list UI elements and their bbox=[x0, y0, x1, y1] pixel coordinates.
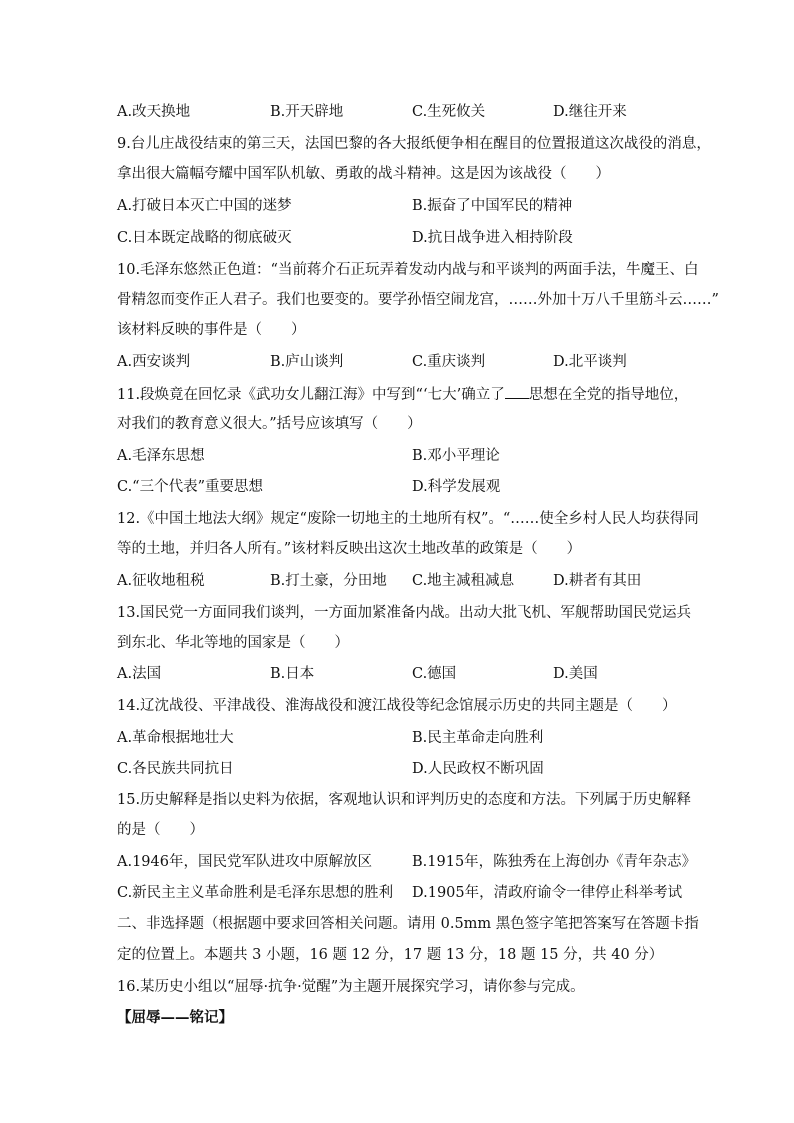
q16-subheading: 【屈辱——铭记】 bbox=[117, 1009, 233, 1026]
q10-stem-line2: 骨精忽而变作正人君子。我们也要变的。要学孙悟空闹龙宫，……外加十万八千里筋斗云……” bbox=[117, 292, 719, 308]
q10-option-c: C.重庆谈判 bbox=[412, 354, 486, 370]
q14-option-a: A.革命根据地壮大 bbox=[117, 730, 234, 746]
q13-option-b: B.日本 bbox=[270, 666, 315, 682]
q15-option-d: D.1905年，清政府谕令一律停止科举考试 bbox=[412, 885, 683, 901]
q13-option-d: D.美国 bbox=[553, 666, 598, 682]
q11-stem-line2: 对我们的教育意义很大。”括号应该填写（ ） bbox=[117, 416, 422, 432]
q14-option-d: D.人民政权不断巩固 bbox=[412, 761, 544, 777]
q13-option-a: A.法国 bbox=[117, 666, 162, 682]
q15-option-b: B.1915年，陈独秀在上海创办《青年杂志》 bbox=[412, 854, 697, 870]
q15-stem-line1: 15.历史解释是指以史料为依据，客观地认识和评判历史的态度和方法。下列属于历史解释 bbox=[117, 792, 692, 808]
q12-option-d: D.耕者有其田 bbox=[553, 573, 642, 589]
q11-stem-text-after-blank: 思想在全党的指导地位， bbox=[528, 387, 689, 403]
q15-option-c: C.新民主主义革命胜利是毛泽东思想的胜利 bbox=[117, 885, 394, 901]
q15-stem-line2: 的是（ ） bbox=[117, 822, 204, 838]
q9-option-d: D.抗日战争进入相持阶段 bbox=[412, 230, 573, 246]
q9-stem-line1: 9.台儿庄战役结束的第三天，法国巴黎的各大报纸便争相在醒目的位置报道这次战役的消息， bbox=[117, 136, 711, 152]
fill-in-blank bbox=[505, 384, 529, 399]
q8-option-d: D.继往开来 bbox=[553, 104, 627, 120]
q8-option-a: A.改天换地 bbox=[117, 104, 191, 120]
section2-instructions-line1: 二、非选择题（根据题中要求回答相关问题。请用 0.5mm 黑色签字笔把答案写在答题卡指 bbox=[117, 916, 699, 932]
q12-option-c: C.地主减租减息 bbox=[412, 573, 515, 589]
q14-option-c: C.各民族共同抗日 bbox=[117, 761, 234, 777]
q12-stem-line1: 12.《中国土地法大纲》规定“废除一切地主的土地所有权”。“……使全乡村人民人均获得同 bbox=[117, 511, 699, 527]
q11-stem-line1 bbox=[117, 384, 688, 405]
q14-option-b: B.民主革命走向胜利 bbox=[412, 730, 544, 746]
q13-stem-line1: 13.国民党一方面同我们谈判，一方面加紧准备内战。出动大批飞机、军舰帮助国民党运兵 bbox=[117, 605, 692, 621]
q11-stem-text-before-blank: 11.段焕竟在回忆录《武功女儿翻江海》中写到“‘七大’确立了 bbox=[117, 387, 505, 403]
q9-option-a: A.打破日本灭亡中国的迷梦 bbox=[117, 198, 292, 214]
q16-stem-line1: 16.某历史小组以“屈辱·抗争·觉醒”为主题开展探究学习，请你参与完成。 bbox=[117, 979, 585, 995]
q13-stem-line2: 到东北、华北等地的国家是（ ） bbox=[117, 635, 349, 651]
q10-option-d: D.北平谈判 bbox=[553, 354, 627, 370]
q14-stem-line1: 14.辽沈战役、平津战役、淮海战役和渡江战役等纪念馆展示历史的共同主题是（ ） bbox=[117, 698, 677, 714]
q11-option-a: A.毛泽东思想 bbox=[117, 448, 205, 464]
q8-option-c: C.生死攸关 bbox=[412, 104, 486, 120]
q8-option-b: B.开天辟地 bbox=[270, 104, 344, 120]
q9-stem-line2: 拿出很大篇幅夸耀中国军队机敏、勇敢的战斗精神。这是因为该战役（ ） bbox=[117, 166, 610, 182]
q10-option-b: B.庐山谈判 bbox=[270, 354, 344, 370]
q10-stem-line1: 10.毛泽东悠然正色道：“当前蒋介石正玩弄着发动内战与和平谈判的两面手法，牛魔王、白 bbox=[117, 262, 699, 278]
q11-option-c: C.“三个代表”重要思想 bbox=[117, 479, 264, 495]
q9-option-c: C.日本既定战略的彻底破灭 bbox=[117, 230, 292, 246]
q11-option-d: D.科学发展观 bbox=[412, 479, 501, 495]
q15-option-a: A.1946年，国民党军队进攻中原解放区 bbox=[117, 854, 372, 870]
q10-stem-line3: 该材料反映的事件是（ ） bbox=[117, 322, 306, 338]
q10-option-a: A.西安谈判 bbox=[117, 354, 191, 370]
q11-option-b: B.邓小平理论 bbox=[412, 448, 500, 464]
q9-option-b: B.振奋了中国军民的精神 bbox=[412, 198, 573, 214]
q12-stem-line2: 等的土地，并归各人所有。”该材料反映出这次土地改革的政策是（ ） bbox=[117, 541, 582, 557]
q12-option-a: A.征收地租税 bbox=[117, 573, 205, 589]
q13-option-c: C.德国 bbox=[412, 666, 457, 682]
section2-instructions-line2: 定的位置上。本题共 3 小题，16 题 12 分，17 题 13 分，18 题 15 分，共 40 分） bbox=[117, 947, 664, 963]
q12-option-b: B.打土豪，分田地 bbox=[270, 573, 387, 589]
